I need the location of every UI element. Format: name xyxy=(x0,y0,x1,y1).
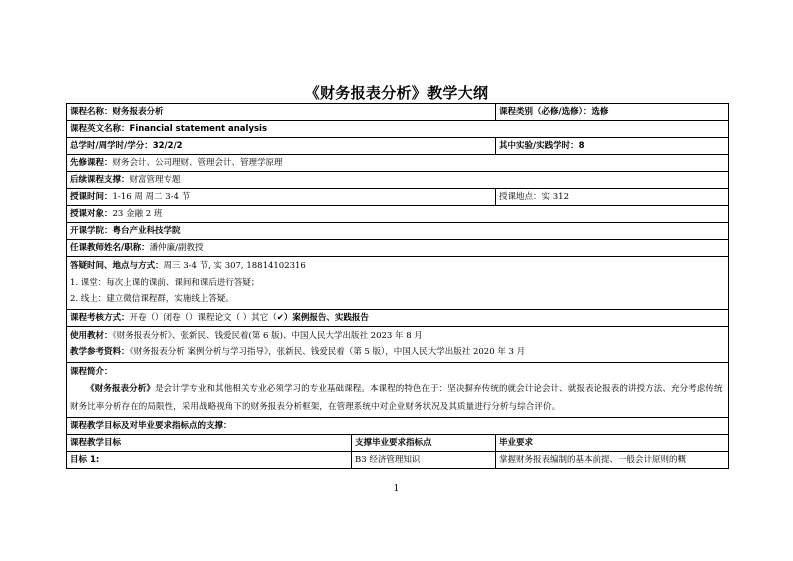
teacher-cell: 任课教师姓名/职称：潘仲廉/副教授 xyxy=(67,240,729,257)
row-objectives-title xyxy=(67,418,729,435)
class-time-value: 1-16 周 周二 3-4 节 xyxy=(112,192,191,202)
intro-book-title: 《财务报表分析》 xyxy=(86,384,155,394)
experiment-hours-cell: 其中实验/实践学时：8 xyxy=(496,138,729,155)
assessment-tail: ）案例报告、实践报告 xyxy=(283,312,369,323)
textbook-value: 《财务报表分析》、张新民、钱爱民着(第 6 版)、中国人民大学出版社 2023 年 8 月 xyxy=(112,330,423,341)
intro-label: 课程简介： xyxy=(70,366,113,377)
row-follow-up xyxy=(67,172,729,189)
school-cell: 开课学院：粤台产业科技学院 xyxy=(67,223,729,240)
class-location-cell: 授课地点：实 312 xyxy=(496,189,729,206)
objectives-header-indicator: 支撑毕业要求指标点 xyxy=(352,435,496,452)
qa-line-2: 2. 线上：建立微信课程群，实施线上答疑。 xyxy=(70,294,234,304)
hours-value: 32/2/2 xyxy=(152,141,183,151)
row-qa xyxy=(67,257,729,310)
objectives-title-cell: 课程教学目标及对毕业要求指标点的支撑： xyxy=(67,418,729,435)
school-value: 粤台产业科技学院 xyxy=(112,226,181,236)
objective-1-goal: 目标 1: xyxy=(67,452,352,469)
reference-value: 《财务报表分析 案例分析与学习指导》，张新民、钱爱民着（第 5 版），中国人民大学出版社 2020 年 3 月 xyxy=(129,347,526,357)
row-prerequisites xyxy=(67,155,729,172)
row-assessment xyxy=(67,309,729,326)
objective-1-indicator: B3 经济管理知识 xyxy=(352,452,496,469)
assessment-options: 开卷（）闭卷（）课程论文（ ）其它（ xyxy=(129,312,277,323)
assessment-cell: 课程考核方式：开卷（）闭卷（）课程论文（ ）其它（✔）案例报告、实践报告 xyxy=(67,309,729,326)
course-name-cell: 课程名称：财务报表分析 xyxy=(67,104,496,121)
page-number: 1 xyxy=(393,484,400,494)
class-time-cell: 授课时间：1-16 周 周二 3-4 节 xyxy=(67,189,496,206)
checkmark-icon: ✔ xyxy=(276,312,284,323)
row-teacher xyxy=(67,240,729,257)
row-objectives-header xyxy=(67,435,729,452)
audience-cell: 授课对象：23 金融 2 班 xyxy=(67,206,729,223)
objectives-header-requirement: 毕业要求 xyxy=(496,435,729,452)
intro-cell xyxy=(67,362,729,418)
objectives-header-goal: 课程教学目标 xyxy=(67,435,352,452)
row-school xyxy=(67,223,729,240)
row-objective-1 xyxy=(67,452,729,469)
english-name-value: Financial statement analysis xyxy=(129,124,268,134)
course-type-value: 选修 xyxy=(591,107,609,117)
objective-1-requirement: 掌握财务报表编制的基本前提、一般会计原则的概 xyxy=(496,452,729,469)
audience-value: 23 金融 2 班 xyxy=(112,209,163,219)
prerequisites-value: 财务会计、公司理财、管理会计、管理学原理 xyxy=(112,158,283,168)
row-course-name xyxy=(67,104,729,121)
textbook-cell: 使用教材：《财务报表分析》、张新民、钱爱民着(第 6 版)、中国人民大学出版社 2023 年 8 月 教学参考资料：《财务报表分析 案例分析与学习指导》，张新民、钱爱民着（第 5 版），中国人民大学出版社 2020 年 3 月 xyxy=(67,326,729,362)
hours-cell: 总学时/周学时/学分：32/2/2 xyxy=(67,138,496,155)
class-location-value: 实 312 xyxy=(541,192,569,202)
row-references xyxy=(67,326,729,362)
intro-text: 是会计学专业和其他相关专业必须学习的专业基础课程。本课程的特色在于：坚决摒弃传统的就会计论会计、就报表论报表的讲授方法、充分考虑传统财务比率分析存在的局限性，采用战略视角下的财务报表分析框架，在管理系统中对企业财务状况及其质量进行分析与综合评价。 xyxy=(70,384,723,412)
qa-cell: 答疑时间、地点与方式：周三 3-4 节, 实 307, 18814102316 1. 课堂：每次上课的课前、课间和课后进行答疑； 2. 线上：建立微信课程群，实施线上答疑。 xyxy=(67,257,729,310)
qa-line-1: 1. 课堂：每次上课的课前、课间和课后进行答疑； xyxy=(70,277,260,288)
row-english-name xyxy=(67,121,729,138)
teacher-value: 潘仲廉/副教授 xyxy=(149,243,204,253)
follow-up-cell: 后续课程支撑：财富管理专题 xyxy=(67,172,729,189)
qa-value: 周三 3-4 节, 实 307, 18814102316 xyxy=(163,261,306,271)
row-intro xyxy=(67,362,729,418)
english-name-cell: 课程英文名称：Financial statement analysis xyxy=(67,121,729,138)
syllabus-table xyxy=(66,103,729,469)
experiment-hours-value: 8 xyxy=(578,141,585,151)
row-class-time xyxy=(67,189,729,206)
prerequisites-cell: 先修课程：财务会计、公司理财、管理会计、管理学原理 xyxy=(67,155,729,172)
course-type-cell: 课程类别（必修/选修）：选修 xyxy=(496,104,729,121)
page-title: 《财务报表分析》教学大纲 xyxy=(304,84,489,102)
follow-up-value: 财富管理专题 xyxy=(129,175,181,185)
row-hours xyxy=(67,138,729,155)
row-audience xyxy=(67,206,729,223)
course-name-value: 财务报表分析 xyxy=(112,107,164,117)
